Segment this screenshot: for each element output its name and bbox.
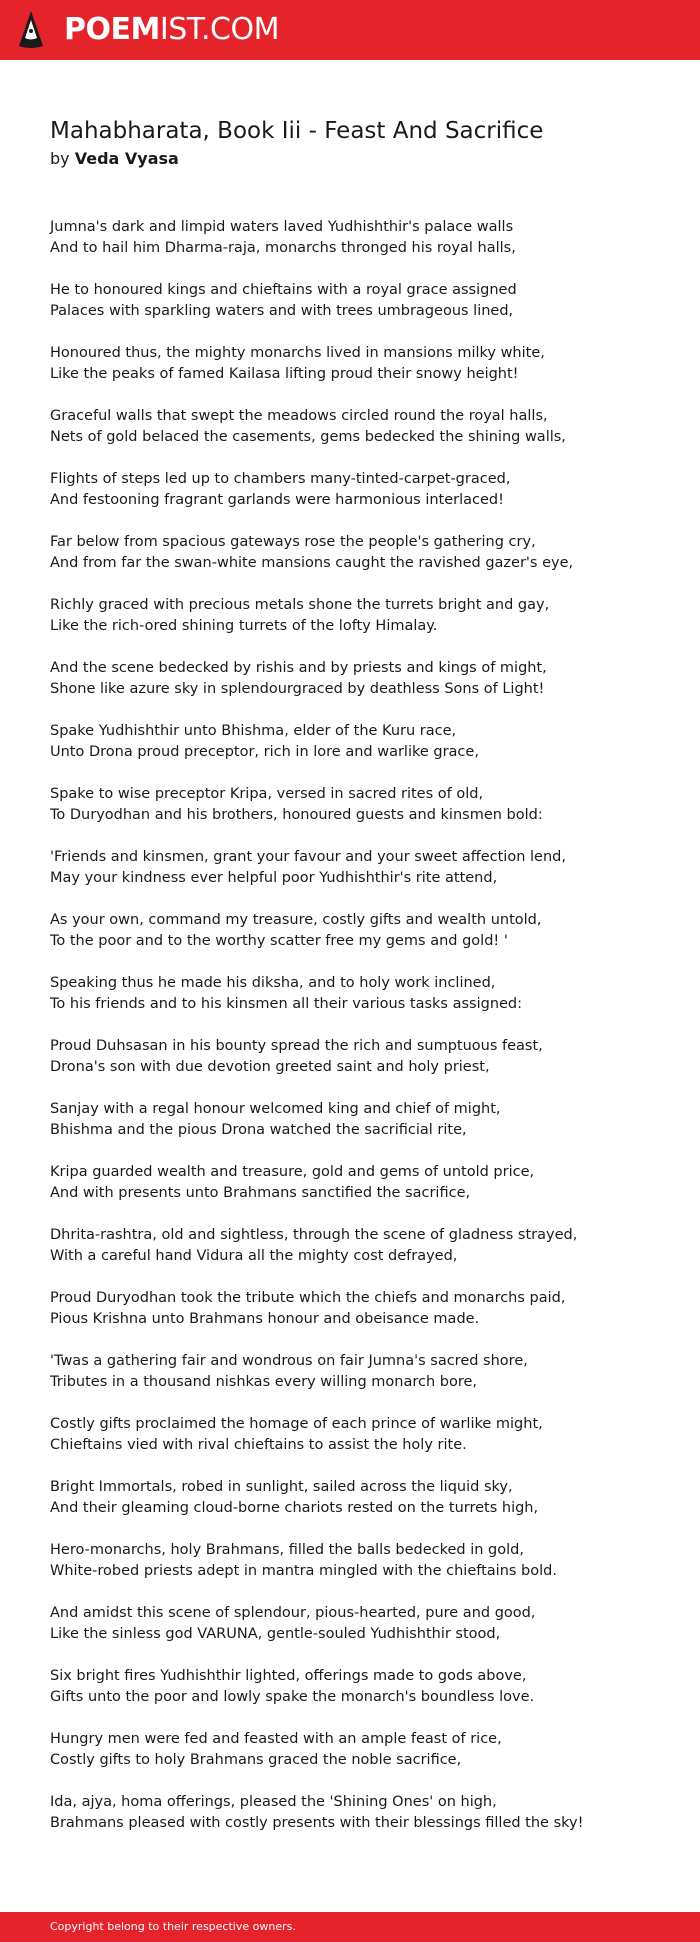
- poem-line: Honoured thus, the mighty monarchs lived in mansions milky white,: [50, 345, 545, 361]
- poem-line: And from far the swan-white mansions caught the ravished gazer's eye,: [50, 555, 574, 571]
- stanza: [50, 1288, 660, 1330]
- stanza: [50, 910, 660, 952]
- poem-line: Richly graced with precious metals shone the turrets bright and gay,: [50, 597, 550, 613]
- poem-line: Kripa guarded wealth and treasure, gold and gems of untold price,: [50, 1164, 535, 1180]
- poem-line: To Duryodhan and his brothers, honoured guests and kinsmen bold:: [50, 807, 543, 823]
- stanza: [50, 532, 660, 574]
- poem-line: Far below from spacious gateways rose the people's gathering cry,: [50, 534, 536, 550]
- stanza: [50, 1729, 660, 1771]
- stanza: [50, 973, 660, 1015]
- poem-line: 'Friends and kinsmen, grant your favour and your sweet affection lend,: [50, 849, 566, 865]
- poem-line: Brahmans pleased with costly presents with their blessings filled the sky!: [50, 1815, 584, 1831]
- poem-line: And festooning fragrant garlands were harmonious interlaced!: [50, 492, 504, 508]
- logo-text-bold: POEM: [64, 12, 160, 47]
- stanza: [50, 1477, 660, 1519]
- poem-line: White-robed priests adept in mantra mingled with the chieftains bold.: [50, 1563, 557, 1579]
- poem-line: 'Twas a gathering fair and wondrous on fair Jumna's sacred shore,: [50, 1353, 528, 1369]
- stanza: [50, 721, 660, 763]
- stanza: [50, 343, 660, 385]
- poem-line: Unto Drona proud preceptor, rich in lore and warlike grace,: [50, 744, 479, 760]
- poem-line: Gifts unto the poor and lowly spake the monarch's boundless love.: [50, 1689, 535, 1705]
- poem-line: Speaking thus he made his diksha, and to holy work inclined,: [50, 975, 496, 991]
- poem-line: Costly gifts to holy Brahmans graced the noble sacrifice,: [50, 1752, 462, 1768]
- by-label: by: [50, 149, 70, 168]
- poem-line: Spake Yudhishthir unto Bhishma, elder of the Kuru race,: [50, 723, 457, 739]
- poem-line: Jumna's dark and limpid waters laved Yudhishthir's palace walls: [50, 219, 514, 235]
- poem-line: With a careful hand Vidura all the mighty cost defrayed,: [50, 1248, 458, 1264]
- poem-line: Like the rich-ored shining turrets of the lofty Himalay.: [50, 618, 438, 634]
- poem-line: May your kindness ever helpful poor Yudhishthir's rite attend,: [50, 870, 498, 886]
- poem-line: Bright Immortals, robed in sunlight, sailed across the liquid sky,: [50, 1479, 513, 1495]
- stanza: [50, 406, 660, 448]
- poem-line: To his friends and to his kinsmen all their various tasks assigned:: [50, 996, 523, 1012]
- poem-line: Proud Duhsasan in his bounty spread the rich and sumptuous feast,: [50, 1038, 543, 1054]
- poem-line: Spake to wise preceptor Kripa, versed in sacred rites of old,: [50, 786, 484, 802]
- poem-line: Chieftains vied with rival chieftains to assist the holy rite.: [50, 1437, 467, 1453]
- stanza: [50, 1666, 660, 1708]
- poem-line: Like the peaks of famed Kailasa lifting proud their snowy height!: [50, 366, 519, 382]
- stanza: [50, 1351, 660, 1393]
- stanza: [50, 847, 660, 889]
- poem-line: He to honoured kings and chieftains with a royal grace assigned: [50, 282, 517, 298]
- poem-line: Sanjay with a regal honour welcomed king and chief of might,: [50, 1101, 501, 1117]
- poem-line: Hungry men were fed and feasted with an ample feast of rice,: [50, 1731, 502, 1747]
- copyright-notice: Copyright belong to their respective owners.: [50, 1920, 296, 1933]
- stanza: [50, 217, 660, 259]
- poem-line: Proud Duryodhan took the tribute which the chiefs and monarchs paid,: [50, 1290, 566, 1306]
- poem-line: Shone like azure sky in splendourgraced by deathless Sons of Light!: [50, 681, 545, 697]
- poem-title: Mahabharata, Book Iii - Feast And Sacrifice: [50, 118, 544, 144]
- stanza: [50, 595, 660, 637]
- stanza: [50, 1603, 660, 1645]
- poem-line: Palaces with sparkling waters and with trees umbrageous lined,: [50, 303, 514, 319]
- site-footer: [0, 1912, 700, 1942]
- poem-line: Nets of gold belaced the casements, gems bedecked the shining walls,: [50, 429, 566, 445]
- poem-line: And their gleaming cloud-borne chariots rested on the turrets high,: [50, 1500, 539, 1516]
- poem-line: Ida, ajya, homa offerings, pleased the 'Shining Ones' on high,: [50, 1794, 497, 1810]
- stanza: [50, 1414, 660, 1456]
- poem-line: Six bright fires Yudhishthir lighted, offerings made to gods above,: [50, 1668, 527, 1684]
- poem-line: To the poor and to the worthy scatter free my gems and gold! ': [50, 933, 508, 949]
- poem-line: Drona's son with due devotion greeted saint and holy priest,: [50, 1059, 490, 1075]
- poem-content: [50, 114, 660, 1855]
- poem-line: And the scene bedecked by rishis and by priests and kings of might,: [50, 660, 547, 676]
- poem-line: Hero-monarchs, holy Brahmans, filled the balls bedecked in gold,: [50, 1542, 524, 1558]
- stanza: [50, 1099, 660, 1141]
- logo-text-light: IST.COM: [159, 12, 279, 47]
- poem-body: [50, 217, 660, 1834]
- poem-line: And with presents unto Brahmans sanctified the sacrifice,: [50, 1185, 471, 1201]
- stanza: [50, 469, 660, 511]
- poem-line: Tributes in a thousand nishkas every willing monarch bore,: [50, 1374, 478, 1390]
- poem-line: Dhrita-rashtra, old and sightless, through the scene of gladness strayed,: [50, 1227, 578, 1243]
- stanza: [50, 784, 660, 826]
- poem-line: And amidst this scene of splendour, pious-hearted, pure and good,: [50, 1605, 536, 1621]
- poem-line: Bhishma and the pious Drona watched the sacrificial rite,: [50, 1122, 467, 1138]
- poem-line: Costly gifts proclaimed the homage of each prince of warlike might,: [50, 1416, 543, 1432]
- stanza: [50, 1540, 660, 1582]
- poem-line: And to hail him Dharma-raja, monarchs thronged his royal halls,: [50, 240, 516, 256]
- site-header: [0, 0, 700, 60]
- stanza: [50, 1036, 660, 1078]
- stanza: [50, 280, 660, 322]
- pen-nib-icon: [18, 10, 44, 50]
- stanza: [50, 1225, 660, 1267]
- poem-line: Flights of steps led up to chambers many-tinted-carpet-graced,: [50, 471, 511, 487]
- poem-line: Like the sinless god VARUNA, gentle-souled Yudhishthir stood,: [50, 1626, 501, 1642]
- site-logo-link[interactable]: [18, 10, 279, 50]
- stanza: [50, 658, 660, 700]
- site-logo-text: [64, 10, 279, 50]
- stanza: [50, 1792, 660, 1834]
- poem-byline: [50, 149, 660, 169]
- author-name: Veda Vyasa: [74, 149, 179, 168]
- poem-line: Pious Krishna unto Brahmans honour and obeisance made.: [50, 1311, 480, 1327]
- poem-line: Graceful walls that swept the meadows circled round the royal halls,: [50, 408, 548, 424]
- poem-line: As your own, command my treasure, costly gifts and wealth untold,: [50, 912, 542, 928]
- stanza: [50, 1162, 660, 1204]
